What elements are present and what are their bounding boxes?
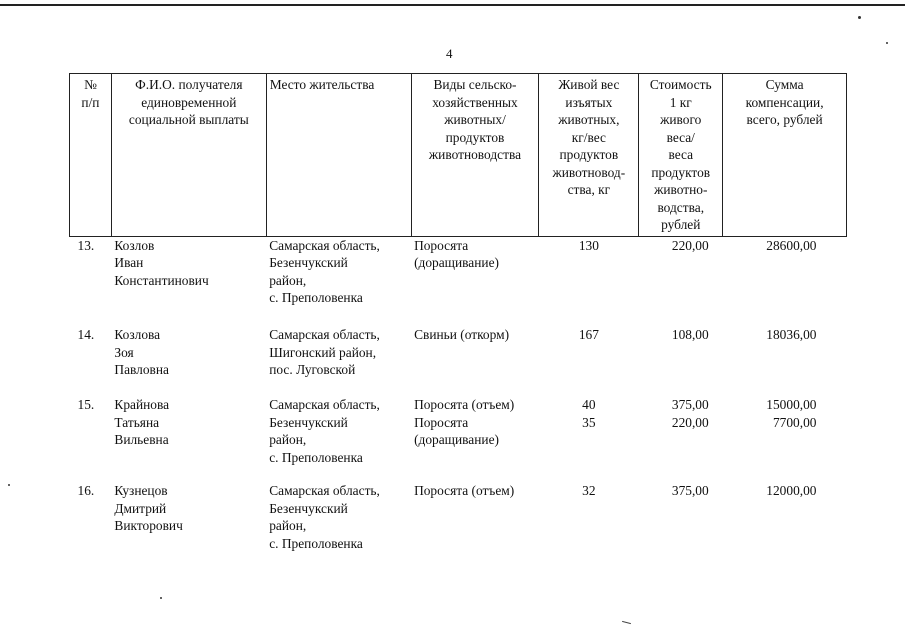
- scan-pen-mark: [622, 621, 631, 624]
- animal-types-line: Поросята: [414, 237, 469, 253]
- recipient-name-line: Павловна: [114, 362, 169, 377]
- scan-speck: [160, 597, 162, 599]
- compensation-sum-line: 15000,00: [766, 397, 817, 412]
- header-line: Живой вес: [558, 77, 620, 92]
- live-weight: [539, 236, 639, 326]
- recipient-name-line: Зоя: [114, 344, 134, 360]
- residence-line: с. Преполовенка: [269, 290, 363, 305]
- residence-line: Безенчукский: [269, 255, 348, 270]
- price-per-kg: [639, 396, 723, 482]
- live-weight-line: 35: [582, 414, 596, 430]
- animal-types-line: Поросята (отъем): [414, 397, 515, 412]
- residence-line: с. Преполовенка: [269, 449, 363, 465]
- residence: [266, 482, 411, 552]
- recipient-name: [111, 482, 266, 552]
- header-price: [639, 74, 723, 237]
- residence-line: Самарская область,: [269, 483, 380, 498]
- animal-types: [411, 482, 539, 552]
- recipient-name-line: Козлов: [114, 237, 155, 253]
- header-num: [70, 74, 112, 237]
- live-weight: [539, 482, 639, 552]
- residence-line: Безенчукский: [269, 500, 348, 516]
- header-line: ства, кг: [567, 182, 611, 197]
- recipient-name: [111, 326, 266, 396]
- live-weight-line: 40: [582, 397, 596, 412]
- header-line: 1 кг: [669, 94, 692, 110]
- residence-line: Безенчукский: [269, 414, 348, 430]
- recipient-name-line: Татьяна: [114, 414, 160, 430]
- compensation-sum: [723, 482, 847, 552]
- header-line: всего, рублей: [746, 112, 823, 127]
- scan-top-edge-line: [0, 4, 905, 6]
- header-line: Стоимость: [649, 77, 712, 92]
- scan-speck: [858, 16, 861, 19]
- header-line: единовременной: [141, 94, 237, 110]
- residence-line: пос. Луговской: [269, 362, 356, 377]
- header-line: продуктов: [559, 147, 619, 162]
- header-line: изъятых: [565, 94, 613, 110]
- price-per-kg: [639, 326, 723, 396]
- residence-line: район,: [269, 272, 307, 288]
- header-line: животно-: [654, 182, 708, 197]
- compensation-sum: [723, 326, 847, 396]
- header-line: животноводства: [428, 147, 522, 162]
- compensation-sum: [723, 396, 847, 482]
- header-line: рублей: [661, 217, 701, 232]
- compensation-sum-line: 12000,00: [766, 483, 817, 498]
- header-line: веса: [668, 147, 694, 162]
- recipient-name: [111, 236, 266, 326]
- scan-speck: [8, 484, 10, 486]
- price-per-kg: [639, 236, 723, 326]
- row-number: 14.: [77, 327, 95, 342]
- header-line: живого: [660, 112, 702, 127]
- header-line: компенсации,: [745, 94, 824, 110]
- price-per-kg-line: 220,00: [671, 237, 709, 253]
- header-line: водства,: [657, 199, 705, 215]
- page-number: 4: [446, 46, 453, 61]
- recipient-name-line: Крайнова: [114, 397, 170, 412]
- animal-types-line: Свиньи (откорм): [414, 327, 510, 342]
- price-per-kg-line: 108,00: [671, 327, 709, 342]
- header-line: социальной выплаты: [128, 112, 249, 127]
- compensation-sum-line: 18036,00: [766, 327, 817, 342]
- header-line: Сумма: [765, 77, 804, 92]
- live-weight-line: 167: [578, 327, 599, 342]
- header-line: Ф.И.О. получателя: [135, 77, 243, 92]
- row-number: 13.: [77, 237, 95, 253]
- header-line: п/п: [81, 94, 100, 110]
- scan-speck: [886, 42, 888, 44]
- animal-types-line: (доращивание): [414, 432, 499, 447]
- row-number: 16.: [77, 483, 95, 498]
- header-line: веса/: [666, 129, 695, 145]
- header-line: кг/вес: [571, 129, 606, 145]
- recipient-name-line: Викторович: [114, 518, 183, 533]
- row-number: 15.: [77, 397, 95, 412]
- table-row: [70, 326, 847, 396]
- recipient-name: [111, 396, 266, 482]
- recipient-name-line: Кузнецов: [114, 483, 168, 498]
- animal-types-line: Поросята: [414, 414, 469, 430]
- table-row: [70, 236, 847, 326]
- header-types: [411, 74, 539, 237]
- price-per-kg-line: 375,00: [671, 397, 709, 412]
- price-per-kg: [639, 482, 723, 552]
- recipient-name-line: Вильевна: [114, 432, 169, 447]
- header-line: хозяйственных: [432, 94, 518, 110]
- header-sum: [723, 74, 847, 237]
- table-body: [70, 236, 847, 552]
- compensation-sum: [723, 236, 847, 326]
- live-weight: [539, 396, 639, 482]
- header-line: животновод-: [552, 164, 626, 180]
- recipient-name-line: Козлова: [114, 327, 161, 342]
- compensation-sum-line: 28600,00: [766, 237, 817, 253]
- table-row: [70, 482, 847, 552]
- compensation-sum-line: 7700,00: [772, 414, 817, 430]
- header-line: №: [84, 77, 97, 92]
- recipient-name-line: Константинович: [114, 272, 209, 288]
- table-row: [70, 396, 847, 482]
- animal-types-line: (доращивание): [414, 255, 499, 270]
- residence-line: Самарская область,: [269, 397, 380, 412]
- header-line: продуктов: [651, 164, 711, 180]
- residence-line: район,: [269, 432, 307, 447]
- price-per-kg-line: 375,00: [671, 483, 709, 498]
- residence-line: с. Преполовенка: [269, 535, 363, 551]
- header-line: животных/: [444, 112, 506, 127]
- header-line: продуктов: [445, 129, 505, 145]
- residence-line: Шигонский район,: [269, 344, 377, 360]
- animal-types-line: Поросята (отъем): [414, 483, 515, 498]
- header-fio: [111, 74, 266, 237]
- residence: [266, 396, 411, 482]
- header-line: Виды сельско-: [433, 77, 517, 92]
- recipient-name-line: Иван: [114, 255, 144, 270]
- residence: [266, 236, 411, 326]
- header-line: животных,: [558, 112, 620, 127]
- header-place: [266, 74, 411, 237]
- recipient-name-line: Дмитрий: [114, 500, 167, 516]
- header-weight: [539, 74, 639, 237]
- residence-line: район,: [269, 518, 307, 533]
- residence: [266, 326, 411, 396]
- live-weight-line: 32: [582, 483, 596, 498]
- live-weight: [539, 326, 639, 396]
- animal-types: [411, 236, 539, 326]
- animal-types: [411, 396, 539, 482]
- residence-line: Самарская область,: [269, 237, 380, 253]
- price-per-kg-line: 220,00: [671, 414, 709, 430]
- animal-types: [411, 326, 539, 396]
- residence-line: Самарская область,: [269, 327, 380, 342]
- table-header-row: [70, 74, 847, 237]
- header-line: Место жительства: [269, 77, 375, 92]
- live-weight-line: 130: [578, 237, 599, 253]
- compensation-table: [69, 73, 847, 552]
